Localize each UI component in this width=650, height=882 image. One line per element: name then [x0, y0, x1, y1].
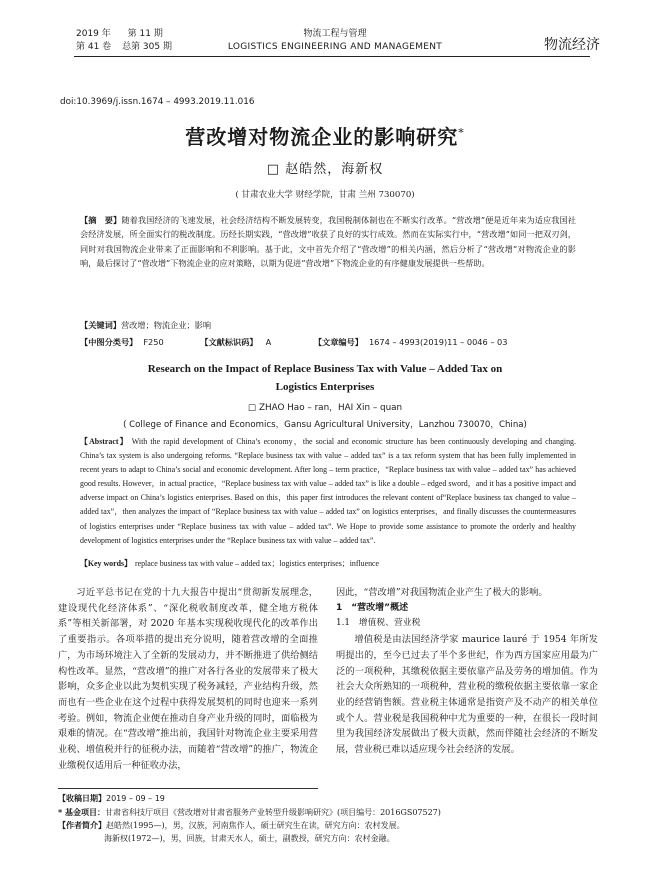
- footnote-author-2: 海新权(1972—)，男，回族，甘肃天水人，硕士，副教授，研究方向：农村金融。: [104, 834, 395, 844]
- clc-label: 【中图分类号】: [80, 337, 138, 347]
- body-right-column: [336, 585, 598, 758]
- abstract-en: [80, 435, 576, 548]
- authors-en: □ ZHAO Hao – ran，HAI Xin – quan: [247, 403, 403, 413]
- doi: doi:10.3969/j.issn.1674 – 4993.2019.11.016: [60, 97, 255, 107]
- article-number-label: 【文章编号】: [313, 337, 363, 347]
- received-date: 2019 – 09 – 19: [106, 794, 165, 803]
- keywords-en: [80, 557, 576, 571]
- author-bio-1: 赵皓然(1995—)，男，汉族，河南焦作人，硕士研究生在读，研究方向：农村发展。: [106, 821, 405, 831]
- affiliation-cn: ( 甘肃农业大学 财经学院，甘肃 兰州 730070): [235, 190, 415, 200]
- section-heading: 1 “营改增”概述: [336, 602, 409, 613]
- footnote-received: [58, 792, 618, 806]
- header-issue: 第 11 期: [127, 29, 163, 39]
- subsection-heading: 1.1 增值税、营业税: [336, 618, 421, 629]
- page-title: [0, 121, 650, 150]
- body-paragraph: 增值税是由法国经济学家 maurice lauré 于 1954 年所发明提出的，至今已过去了半个多世纪，作为西方国家应用最为广泛的一项税种，其缴税依据主要依靠产品及劳务的增加值。作为社会大众所熟知的一项税种，营业税的缴税依据主要依靠一家企业的经营销售额。营业税主体通常是指资产及不动产的相关单位或个人。营业税是我国税种中尤为重要的一种，在很长一段时间里为我国经济发展做出了极大贡献，然而伴随社会经济的不断发展，营业税已难以适应现今社会经济的发展。: [336, 634, 598, 756]
- header-volume-total: [76, 42, 172, 53]
- header-volume: 第 41 卷: [76, 42, 112, 52]
- title-en: [0, 360, 650, 396]
- keywords-cn-text: 营改增；物流企业；影响: [120, 320, 212, 330]
- header-rule: [74, 56, 590, 57]
- article-number-value: 1674 – 4993(2019)11 – 0046 – 03: [368, 337, 508, 347]
- affiliation-en: ( College of Finance and Economics，Gansu Agricultural University，Lanzhou 730070，China): [123, 420, 527, 430]
- abstract-en-text: With the rapid development of China’s economy，the social and economic structure has been continuously developing and changing. China’s tax system is also undergoing reforms. “Replace business tax with value – added tax” is a tax reform system that has been fully implemented in recent years to adapt to China’s social and economic development. After long – term practice，“Replace business tax with value – added tax” has achieved good results. However，in actual practice，“Replace business tax with value – added tax” is like a double – edged sword，and it has a positive impact and adverse impact on China’s logistics enterprises. Based on this，this paper first introduces the relevant content of“Replace business tax changed to value – added tax”，then analyzes the impact of “Replace business tax with value – added tax” on logistics enterprises，and finally discusses the countermeasures of logistics enterprises under “Replace business tax with value – added tax”. We Hope to provide some assistance to promote the orderly and healthy development of logistics enterprises under the “Replace business tax with value – added tax”.: [80, 437, 576, 545]
- keywords-en-text: replace business tax with value – added tax；logistics enterprises；influence: [134, 559, 380, 568]
- body-left-column: [58, 585, 318, 773]
- author-bio-label: 【作者简介】: [58, 820, 106, 831]
- abstract-cn: [80, 213, 576, 271]
- abstract-cn-label: 【摘 要】: [80, 215, 122, 225]
- authors-cn: □ 赵皓然，海新权: [266, 162, 384, 177]
- footnote-author: [58, 819, 618, 833]
- doc-code-label: 【文献标识码】: [200, 337, 258, 347]
- keywords-cn-label: 【关键词】: [80, 320, 121, 330]
- footnote-rule: [58, 788, 318, 789]
- body-paragraph: 因此，“营改增”对我国物流企业产生了极大的影响。: [336, 587, 548, 598]
- abstract-en-label: 【Abstract】: [80, 437, 129, 446]
- keywords-en-label: 【Key words】: [80, 559, 132, 568]
- footnotes: [58, 792, 618, 846]
- title-footnote-mark: *: [458, 126, 465, 140]
- header-section: 物流经济: [544, 37, 600, 53]
- header-journal-en: LOGISTICS ENGINEERING AND MANAGEMENT: [227, 42, 443, 52]
- page-title-text: 营改增对物流企业的影响研究: [185, 125, 459, 149]
- header-year: 2019 年: [76, 29, 111, 39]
- title-en-line1: Research on the Impact of Replace Business Tax with Value – Added Tax on: [147, 363, 503, 375]
- title-en-line2: Logistics Enterprises: [275, 381, 375, 393]
- header-total: 总第 305 期: [122, 42, 172, 52]
- abstract-cn-text: 随着我国经济的飞速发展，社会经济结构不断发展转变，我国税制体制也在不断实行改革。“营改增”便是近年来为适应我国社会经济发展，所全面实行的税改制度。历经长期实践，“营改增”收获了良好的实行成效。然而在实际实行中，“营改增”如同一把双刃剑，同时对我国物流企业带来了正面影响和不利影响。基于此，文中首先介绍了“营改增”的相关内涵，然后分析了“营改增”对物流企业的影响，最后探讨了“营改增”下物流企业的应对策略，以期为促进“营改增”下物流企业的有序健康发展提供一些帮助。: [80, 215, 576, 269]
- fund-text: 甘肃省科技厅项目《营改增对甘肃省服务产业转型升级影响研究》(项目编号：2016GS07527): [104, 807, 441, 817]
- header-year-issue: [76, 29, 163, 40]
- classification-row: [80, 335, 580, 349]
- header-journal-cn: 物流工程与管理: [303, 29, 367, 39]
- keywords-cn: [80, 318, 576, 332]
- received-label: 【收稿日期】: [58, 793, 106, 803]
- fund-label: * 基金项目：: [58, 806, 105, 817]
- body-paragraph: 习近平总书记在党的十九大报告中提出“贯彻新发展理念，建设现代化经济体系”、“深化税收制度改革，健全地方税体系”等相关新部署，对 2020 年基本实现税收现代化的改革作出了重要指示。各项举措的提出充分说明，随着营改增的全面推广，为市场环境注入了全新的发展动力，并不断推进了供给侧结构性改革。显然，“营改增”的推广对各行各业的发展带来了极大影响，众多企业以此为契机实现了税务减轻，产业结构升级，然而也有一些企业在这个过程中获得发展契机的同时也迎来一系列考验。例如，物流企业便在推动自身产业升级的同时，面临极为艰难的情况。在“营改增”推出前，我国针对物流企业主要采用营业税、增值税并行的征税办法，而随着“营改增”的推广，物流企业缴税仅适用后一种征收办法，: [58, 587, 318, 771]
- footnote-fund: [58, 806, 618, 820]
- clc-value: F250: [143, 337, 164, 347]
- doc-code-value: A: [265, 337, 272, 347]
